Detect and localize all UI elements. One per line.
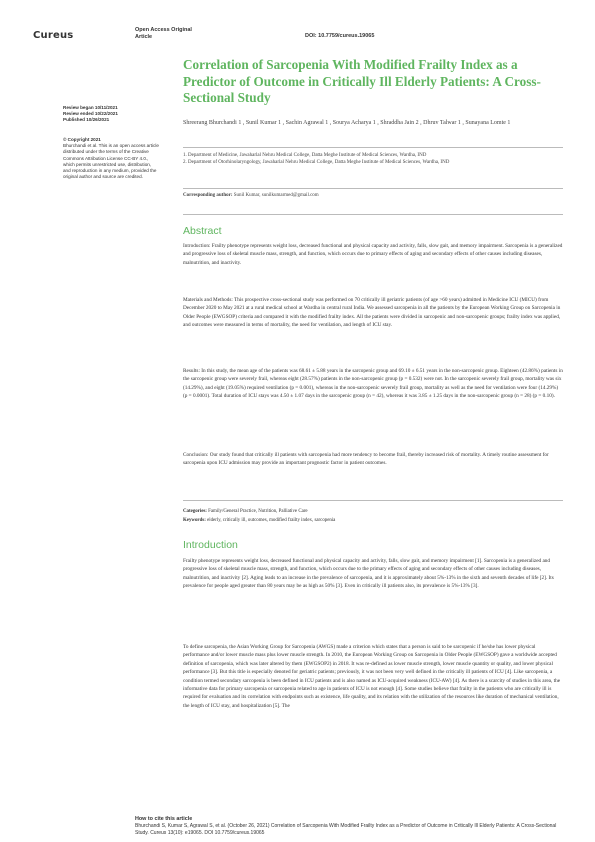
abstract-heading: Abstract (183, 225, 222, 237)
doi-label[interactable]: DOI: 10.7759/cureus.19065 (305, 33, 375, 39)
divider (183, 147, 563, 148)
divider (183, 214, 563, 215)
keywords-value: elderly, critically ill, outcomes, modified frailty index, sarcopenia (207, 518, 336, 523)
categories-value: Family/General Practice, Nutrition, Palliative Care (208, 509, 308, 514)
divider (183, 500, 563, 501)
review-ended: Review ended 10/22/2021 (63, 111, 118, 117)
categories-label: Categories: (183, 509, 207, 514)
copyright-block (63, 137, 160, 180)
review-began: Review began 10/11/2021 (63, 105, 118, 110)
categories (183, 508, 563, 515)
keywords (183, 517, 563, 524)
how-to-cite-text: Bhurchandi S, Kumar S, Agrawal S, et al. (October 26, 2021) Correlation of Sarcopenia With Modified Frailty Index as a Predictor of Outcome in Critically Ill Elderly Patients: A Cross-Sectional Study. Cureus 13(10): e19065. DOI 10.7759/cureus.19065 (135, 823, 557, 836)
affiliations (183, 152, 563, 167)
article-type-line2: Article (135, 34, 153, 40)
abstract-results: Results: In this study, the mean age of the patients was 68.61 ± 5.88 years in the sarcopenic group and 69.10 ± 6.51 years in the non-sarcopenic group. Eighteen (42.86%) patients in the sarcopenic group were severely frail, whereas eight (28.57%) patients in the non-sarcopenic group (p = 0.532) were not. In the sarcopenic severely frail group, mortality was six (14.29%), and eight (19.05%) required ventilation (p = 0.001), whereas in the non-sarcopenic severely frail group, mortality as well as the need for ventilation were four (14.29%) (p = 0.0001). Total duration of ICU stays was 4.50 ± 1.07 days in the sarcopenic group (n = 42), whereas it was 3.85 ± 1.25 days in the non-sarcopenic group (n = 28) (p = 0.10). (183, 368, 563, 400)
introduction-heading: Introduction (183, 539, 238, 551)
journal-logo: Cureus (33, 30, 74, 41)
abstract-conclusion: Conclusion: Our study found that critically ill patients with sarcopenia had more tendency to become frail, thereby increased risk of mortality. A timely routine assessment for sarcopenia upon ICU admission may provide an important prognostic factor in patient outcomes. (183, 452, 549, 467)
review-dates (63, 105, 160, 124)
affiliation-2: 2. Department of Otorhinolaryngology, Jawaharlal Nehru Medical College, Datta Meghe Institute of Medical Sciences, Wardha, IND (183, 160, 450, 166)
keywords-label: Keywords: (183, 518, 206, 523)
introduction-paragraph-1: Frailty phenotype represents weight loss, decreased functional and physical capacity and activity, falls, slow gait, and memory impairment [1]. Sarcopenia is a generalized and progressive loss of skeletal muscle mass, strength, and function, which occurs due to the primary effects of aging and secondary effects of other causes including diseases, malnutrition, and inactivity [2]. Aging leads to an increase in the prevalence of sarcopenia, and it is approximately about 5%-13% in the sixth and seventh decades of life [2]. Its prevalence for people aged greater than 80 years may be as high as 50% [3]. Even in critically ill patients also, its prevalence is 5%-13% [3]. (183, 558, 554, 590)
article-type-line1: Open Access Original (135, 27, 192, 33)
abstract-methods: Materials and Methods: This prospective cross-sectional study was performed on 70 critically ill geriatric patients (of age >60 years) admitted in Medicine ICU (MICU) from December 2020 to May 2021 at a rural medical school at Wardha in central rural India. We assessed sarcopenia in all the patients by the European Working Group on Sarcopenia in Older People (EWGSOP) criteria and compared it with the modified frailty index. All the patients were divided in sarcopenic and non-sarcopenic groups; frailty index was applied, and outcomes were measured in terms of mortality, the need for ventilation, and length of ICU stay. (183, 297, 561, 329)
abstract-introduction: Introduction: Frailty phenotype represents weight loss, decreased functional and physical capacity and activity, falls, slow gait, and memory impairment. Sarcopenia is a generalized and progressive loss of skeletal muscle mass, strength, and function, which occurs due to primary effects of aging and secondary effects of other causes including diseases, malnutrition, and inactivity. (183, 243, 563, 266)
corresponding-value[interactable]: Sunil Kumar, sunilkumarmed@gmail.com (233, 193, 319, 198)
affiliation-1: 1. Department of Medicine, Jawaharlal Nehru Medical College, Datta Meghe Institute of Medical Sciences, Wardha, IND (183, 153, 427, 158)
article-type (135, 27, 192, 41)
divider (183, 188, 563, 189)
corresponding-author (183, 193, 563, 198)
published-date: Published 10/26/2021 (63, 117, 110, 123)
copyright-text: Bhurchandi et al. This is an open access article distributed under the terms of the Creative Commons Attribution License CC-BY 4.0., which permits unrestricted use, distribution, and reproduction in any medium, provided the original author and source are credited. (63, 143, 159, 180)
author-list: Shreerang Bhurchandi 1 , Sunil Kumar 1 , Sachin Agrawal 1 , Sourya Acharya 1 , Shraddha Jain 2 , Dhruv Talwar 1 , Sunayana Lomte 1 (183, 120, 511, 126)
introduction-paragraph-2: To define sarcopenia, the Asian Working Group for Sarcopenia (AWGS) made a criterion which states that a person is said to be sarcopenic if he/she has lower physical performance and/or lower muscle mass plus lower muscle strength. In 2010, the European Working Group on Sarcopenia in Older People (EWGSOP) gave a worldwide accepted definition of sarcopenia, which was later altered by them (EWGSOP2) in 2018. It was re-defined as lower muscle strength, lower muscle quantity or quality, and lower physical performance [3]. But this title is especially denoted for geriatric patients; previously, it was not been very well defined in the critically ill patients of ICU [4]. Like sarcopenia, a condition termed secondary sarcopenia is been defined in ICU patients and is also named as ICU-acquired weakness (ICU-AW) [4]. As there is a scarcity of studies in this area, the informative data for primary sarcopenia or sarcopenia related to age in patients of ICU is not enough [4]. Some studies believe that frailty in the patients who are critically ill is required for evaluation and its correlation with endpoints such as existence, life quality, and its relation with the utilization of the resources like duration of mechanical ventilation, the length of ICU stay, and hospitalization [5]. The (183, 644, 561, 709)
copyright-label: © Copyright 2021 (63, 137, 101, 142)
article-title: Correlation of Sarcopenia With Modified Frailty Index as a Predictor of Outcome in Critically Ill Elderly Patients: A Cross-Sectional Study (183, 57, 541, 105)
how-to-cite-heading: How to cite this article (135, 816, 193, 822)
corresponding-label: Corresponding author: (183, 193, 233, 198)
